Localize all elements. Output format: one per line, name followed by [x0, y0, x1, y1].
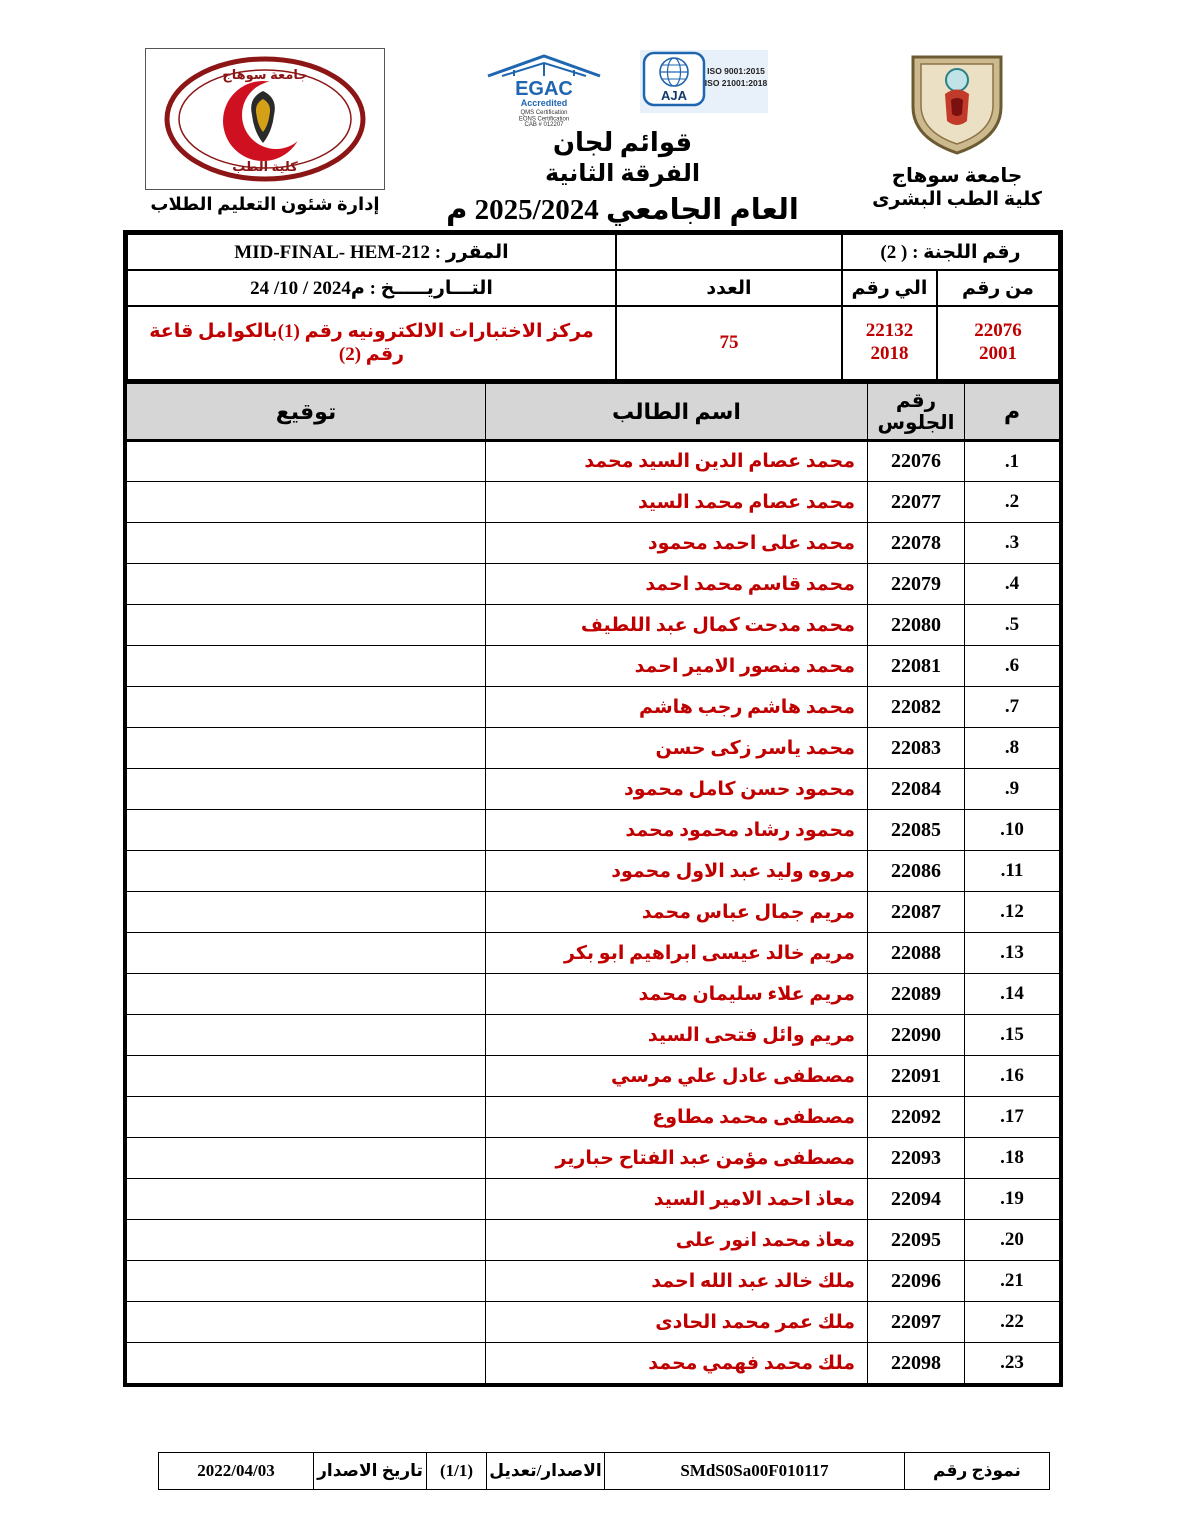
from-number-value: 22076 2001 [937, 306, 1059, 380]
academic-year: العام الجامعي 2025/2024 م [446, 194, 799, 226]
signature-cell [127, 769, 486, 810]
student-name: ملك عمر محمد الحادى [486, 1302, 868, 1343]
scarab-icon [946, 69, 968, 91]
count-value: 75 [616, 306, 842, 380]
student-index: 12. [965, 892, 1060, 933]
student-row [127, 605, 1060, 646]
student-name: مروه وليد عبد الاول محمود [486, 851, 868, 892]
student-name: مريم جمال عباس محمد [486, 892, 868, 933]
student-name: مصطفى محمد مطاوع [486, 1097, 868, 1138]
signature-cell [127, 1015, 486, 1056]
student-name: محمد على احمد محمود [486, 523, 868, 564]
student-name: محمد عصام الدين السيد محمد [486, 441, 868, 482]
student-seat-number: 22079 [868, 564, 965, 605]
student-row [127, 523, 1060, 564]
issue-date-value: 2022/04/03 [159, 1453, 314, 1490]
student-index: 10. [965, 810, 1060, 851]
signature-cell [127, 441, 486, 482]
egac-line1: QMS Certification [519, 110, 568, 116]
student-row [127, 892, 1060, 933]
student-index: 13. [965, 933, 1060, 974]
form-code: SMdS0Sa00F010117 [605, 1453, 905, 1490]
col-index-header: م [965, 383, 1060, 441]
signature-cell [127, 1343, 486, 1384]
signature-cell [127, 1220, 486, 1261]
committee-number: رقم اللجنة : ( 2) [842, 234, 1059, 270]
student-seat-number: 22080 [868, 605, 965, 646]
student-index: 7. [965, 687, 1060, 728]
student-name: محمد قاسم محمد احمد [486, 564, 868, 605]
student-seat-number: 22077 [868, 482, 965, 523]
egac-line3: CAB # 012207 [523, 122, 564, 126]
student-name: محمد هاشم رجب هاشم [486, 687, 868, 728]
student-name: محمد عصام محمد السيد [486, 482, 868, 523]
signature-cell [127, 646, 486, 687]
student-row [127, 1138, 1060, 1179]
student-table-body [127, 441, 1060, 1384]
info-row-1 [127, 234, 1059, 270]
student-row [127, 1179, 1060, 1220]
signature-cell [127, 687, 486, 728]
exam-location: مركز الاختبارات الالكترونيه رقم (1)بالكوامل قاعة رقم (2) [127, 306, 616, 380]
student-index: 3. [965, 523, 1060, 564]
signature-cell [127, 1179, 486, 1220]
student-seat-number: 22089 [868, 974, 965, 1015]
student-index: 19. [965, 1179, 1060, 1220]
student-seat-number: 22096 [868, 1261, 965, 1302]
from-number-header: من رقم [937, 270, 1059, 306]
student-name: معاذ محمد انور على [486, 1220, 868, 1261]
student-index: 9. [965, 769, 1060, 810]
signature-cell [127, 605, 486, 646]
col-seat-header: رقم الجلوس [868, 383, 965, 441]
student-seat-number: 22093 [868, 1138, 965, 1179]
student-row [127, 1302, 1060, 1343]
signature-cell [127, 933, 486, 974]
aja-logo-icon [640, 50, 768, 108]
form-number-label: نموذج رقم [905, 1453, 1050, 1490]
student-seat-number: 22078 [868, 523, 965, 564]
student-name: محمد مدحت كمال عبد اللطيف [486, 605, 868, 646]
course-label: المقرر : [434, 241, 509, 263]
student-seat-number: 22094 [868, 1179, 965, 1220]
issue-date-label: تاريخ الاصدار [314, 1453, 427, 1490]
committee-block [123, 230, 1063, 1387]
student-index: 1. [965, 441, 1060, 482]
student-seat-number: 22081 [868, 646, 965, 687]
student-seat-number: 22091 [868, 1056, 965, 1097]
signature-cell [127, 1138, 486, 1179]
student-row [127, 441, 1060, 482]
spacer-cell [616, 234, 842, 270]
student-seat-number: 22086 [868, 851, 965, 892]
signature-cell [127, 1097, 486, 1138]
signature-cell [127, 523, 486, 564]
signature-cell [127, 564, 486, 605]
student-seat-number: 22098 [868, 1343, 965, 1384]
student-name: مريم خالد عيسى ابراهيم ابو بكر [486, 933, 868, 974]
student-seat-number: 22095 [868, 1220, 965, 1261]
student-index: 20. [965, 1220, 1060, 1261]
student-index: 11. [965, 851, 1060, 892]
signature-cell [127, 1261, 486, 1302]
egac-line2: EONS Certification [518, 116, 569, 123]
col-signature-header: توقيع [127, 383, 486, 441]
aja-name: AJA [660, 88, 687, 103]
student-seat-number: 22087 [868, 892, 965, 933]
committee-info-table [126, 233, 1060, 381]
student-table [126, 381, 1060, 1384]
student-row [127, 1056, 1060, 1097]
aja-logo-block [640, 50, 768, 113]
student-row [127, 1097, 1060, 1138]
student-index: 15. [965, 1015, 1060, 1056]
to-number-value: 22132 2018 [842, 306, 937, 380]
student-row [127, 646, 1060, 687]
student-index: 8. [965, 728, 1060, 769]
student-index: 6. [965, 646, 1060, 687]
student-row [127, 687, 1060, 728]
signature-cell [127, 1302, 486, 1343]
egac-name: EGAC [514, 78, 573, 100]
student-name: ملك خالد عبد الله احمد [486, 1261, 868, 1302]
student-row [127, 1220, 1060, 1261]
signature-cell [127, 1056, 486, 1097]
student-seat-number: 22090 [868, 1015, 965, 1056]
student-name: معاذ احمد الامير السيد [486, 1179, 868, 1220]
to-number-header: الي رقم [842, 270, 937, 306]
student-index: 16. [965, 1056, 1060, 1097]
student-name: مصطفى عادل علي مرسي [486, 1056, 868, 1097]
iso-line2: ISO 21001:2018 [704, 78, 767, 88]
student-index: 21. [965, 1261, 1060, 1302]
egac-logo-icon [478, 50, 610, 126]
student-seat-number: 22082 [868, 687, 965, 728]
student-name: مريم علاء سليمان محمد [486, 974, 868, 1015]
university-name: جامعة سوهاج [891, 165, 1023, 187]
iso-line1: ISO 9001:2015 [706, 66, 765, 76]
student-name: محمود حسن كامل محمود [486, 769, 868, 810]
student-name: محمد ياسر زكى حسن [486, 728, 868, 769]
revision-label: الاصدار/تعديل [487, 1453, 605, 1490]
signature-cell [127, 974, 486, 1015]
student-seat-number: 22097 [868, 1302, 965, 1343]
student-name: مريم وائل فتحى السيد [486, 1015, 868, 1056]
student-row [127, 810, 1060, 851]
student-row [127, 728, 1060, 769]
student-name: محمود رشاد محمود محمد [486, 810, 868, 851]
student-index: 23. [965, 1343, 1060, 1384]
student-index: 22. [965, 1302, 1060, 1343]
course-cell [127, 234, 616, 270]
emblem-bottom-text: كلية الطب [231, 159, 298, 174]
info-row-2 [127, 270, 1059, 306]
student-row [127, 1015, 1060, 1056]
date-label: التـــاريـــــخ : [369, 277, 493, 299]
student-row [127, 1261, 1060, 1302]
dept-label: إدارة شئون التعليم الطلاب [150, 194, 380, 214]
student-name: ملك محمد فهمي محمد [486, 1343, 868, 1384]
course-code: MID-FINAL- HEM-212 [234, 241, 431, 263]
student-seat-number: 22083 [868, 728, 965, 769]
student-row [127, 933, 1060, 974]
egac-accredited: Accredited [520, 98, 567, 108]
header-center [430, 50, 815, 227]
signature-cell [127, 482, 486, 523]
doc-title: قوائم لجان [552, 128, 693, 157]
student-name: محمد منصور الامير احمد [486, 646, 868, 687]
university-logo-icon [907, 52, 1007, 156]
student-index: 4. [965, 564, 1060, 605]
student-seat-number: 22088 [868, 933, 965, 974]
student-index: 5. [965, 605, 1060, 646]
student-index: 2. [965, 482, 1060, 523]
student-row [127, 482, 1060, 523]
student-name: مصطفى مؤمن عبد الفتاح حبارير [486, 1138, 868, 1179]
count-header: العدد [616, 270, 842, 306]
signature-cell [127, 810, 486, 851]
student-table-header [127, 383, 1060, 441]
exam-date-cell [127, 270, 616, 306]
info-row-3 [127, 306, 1059, 380]
header-right [868, 52, 1046, 211]
emblem-top-text: جامعة سوهاج [221, 67, 308, 82]
student-seat-number: 22092 [868, 1097, 965, 1138]
student-row [127, 564, 1060, 605]
student-affairs-emblem-box [145, 48, 385, 190]
student-index: 18. [965, 1138, 1060, 1179]
student-row [127, 769, 1060, 810]
student-seat-number: 22076 [868, 441, 965, 482]
date-value: 24 /10 / 2024م [250, 277, 365, 299]
student-seat-number: 22084 [868, 769, 965, 810]
student-row [127, 851, 1060, 892]
faculty-logo-icon [163, 55, 368, 183]
revision-value: (1/1) [427, 1453, 487, 1490]
faculty-name: كلية الطب البشرى [872, 189, 1042, 210]
student-row [127, 974, 1060, 1015]
student-index: 14. [965, 974, 1060, 1015]
col-name-header: اسم الطالب [486, 383, 868, 441]
footer-bar [158, 1452, 1050, 1490]
student-index: 17. [965, 1097, 1060, 1138]
doc-subtitle: الفرقة الثانية [544, 161, 701, 187]
signature-cell [127, 728, 486, 769]
student-seat-number: 22085 [868, 810, 965, 851]
student-row [127, 1343, 1060, 1384]
accreditation-logos [430, 50, 815, 128]
signature-cell [127, 851, 486, 892]
signature-cell [127, 892, 486, 933]
